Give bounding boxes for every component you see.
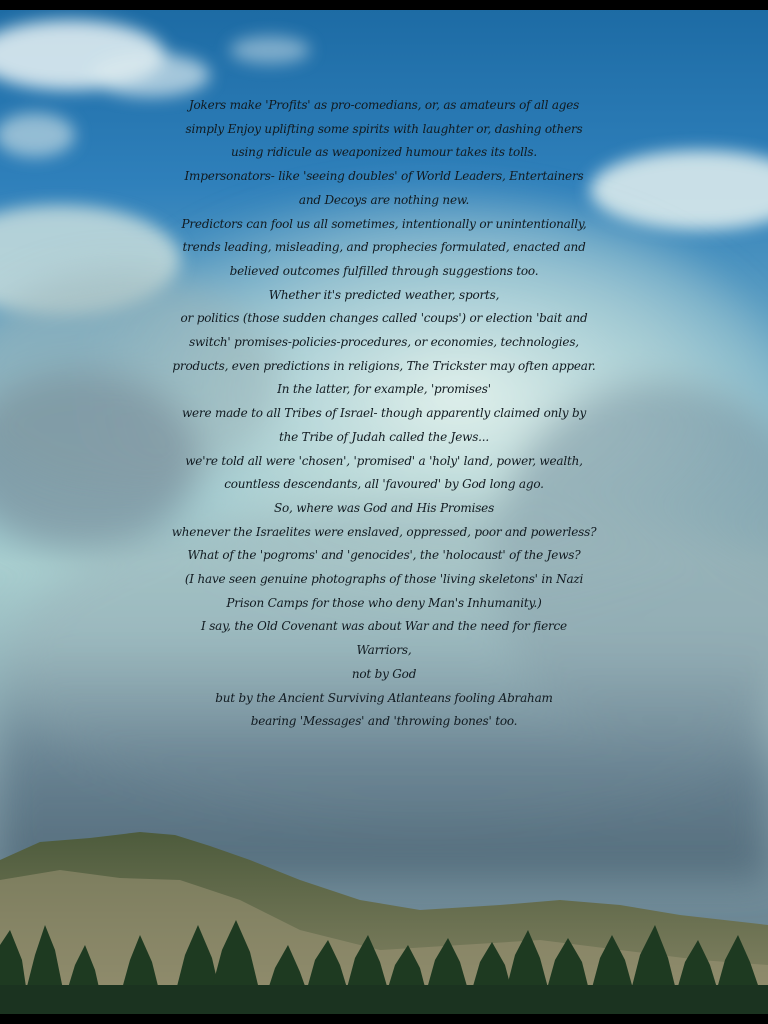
poem-line: In the latter, for example, 'promises'	[277, 382, 491, 397]
poem-line: countless descendants, all 'favoured' by God long ago.	[224, 477, 544, 492]
poem-line: Warriors,	[356, 643, 412, 658]
poem-line: whenever the Israelites were enslaved, oppressed, poor and powerless?	[171, 524, 597, 539]
poem-line: not by God	[351, 666, 417, 681]
poem-line: using ridicule as weaponized humour takes its tolls.	[231, 145, 537, 160]
poem-line: and Decoys are nothing new.	[298, 192, 470, 207]
poem-line: I say, the Old Covenant was about War and the need for fierce	[201, 619, 567, 634]
top-black-bar	[0, 0, 768, 10]
poem-line: or politics (those sudden changes called 'coups') or election 'bait and	[180, 311, 588, 326]
poem-line: bearing 'Messages' and 'throwing bones' too.	[250, 714, 518, 729]
poem-line: trends leading, misleading, and prophecies formulated, enacted and	[182, 240, 586, 255]
bottom-black-bar	[0, 1014, 768, 1024]
poem-line: (I have seen genuine photographs of those 'living skeletons' in Nazi	[184, 572, 584, 587]
poem-line: Jokers make 'Profits' as pro-comedians, or, as amateurs of all ages	[188, 98, 580, 112]
poem-line: simply Enjoy uplifting some spirits with laughter or, dashing others	[185, 121, 583, 136]
poem-line: So, where was God and His Promises	[273, 500, 495, 515]
poem-line: Predictors can fool us all sometimes, intentionally or unintentionally,	[181, 216, 587, 231]
poem-line: Impersonators- like 'seeing doubles' of World Leaders, Entertainers	[184, 169, 584, 184]
poem-line: were made to all Tribes of Israel- though apparently claimed only by	[181, 406, 587, 421]
poem-line: but by the Ancient Surviving Atlanteans fooling Abraham	[215, 690, 553, 705]
poem-line: products, even predictions in religions, The Trickster may often appear.	[172, 358, 596, 373]
poem-line: switch' promises-policies-procedures, or economies, technologies,	[189, 335, 579, 350]
poem-line: Prison Camps for those who deny Man's Inhumanity.)	[226, 595, 542, 610]
tree-line-base	[0, 985, 768, 1015]
poem-line: Whether it's predicted weather, sports,	[268, 287, 500, 302]
poem-line: we're told all were 'chosen', 'promised' a 'holy' land, power, wealth,	[185, 453, 583, 468]
poem-text	[0, 94, 768, 734]
poem-line: the Tribe of Judah called the Jews...	[278, 429, 490, 444]
poem-line: believed outcomes fulfilled through suggestions too.	[229, 263, 539, 278]
poem-line: What of the 'pogroms' and 'genocides', the 'holocaust' of the Jews?	[187, 548, 581, 563]
